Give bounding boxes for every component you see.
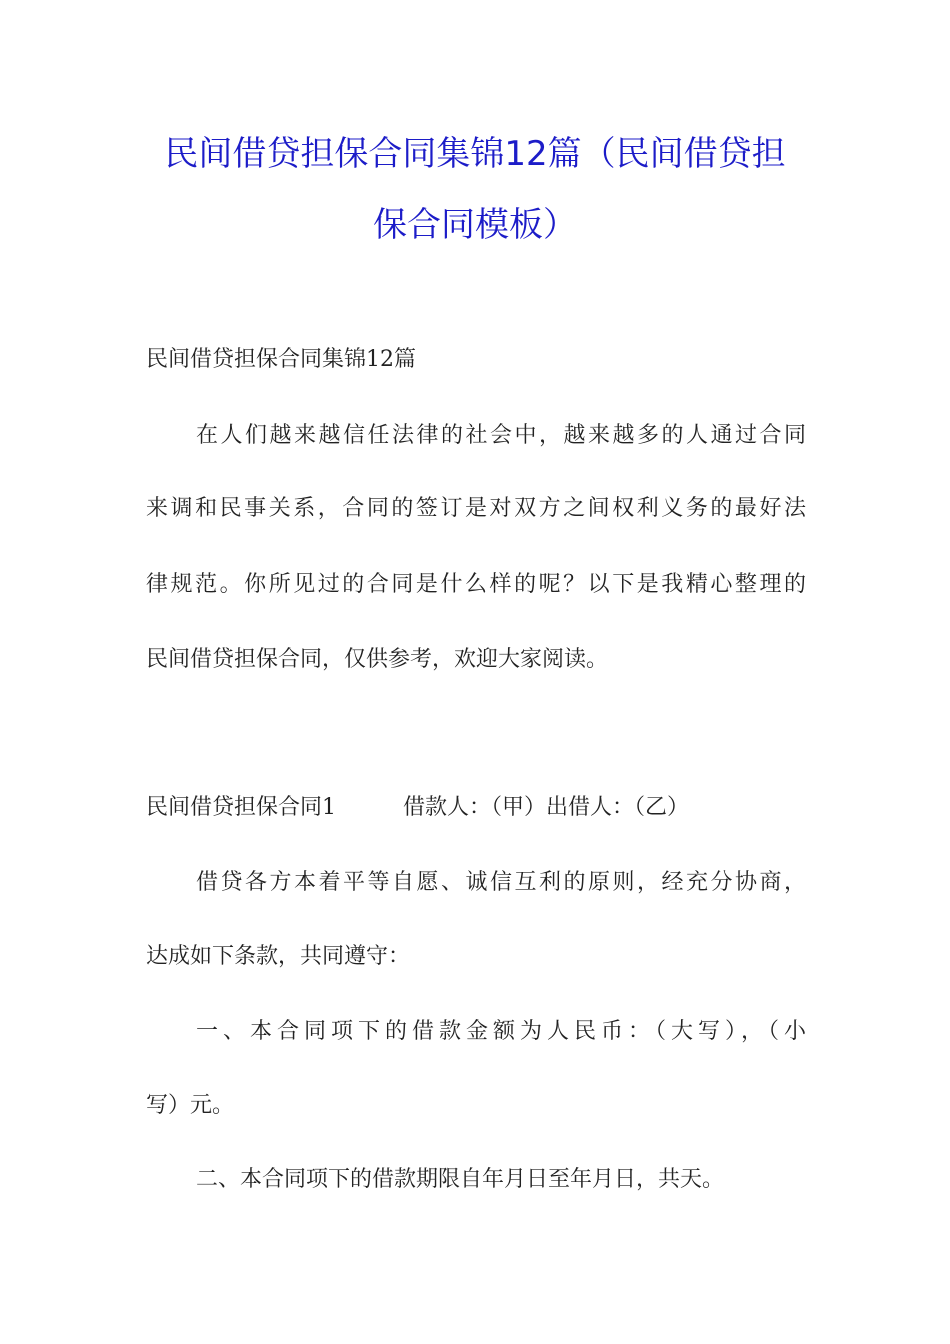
clause-1-line-1: 一、本合同项下的借款金额为人民币：（大写），（小: [196, 1019, 806, 1044]
clause-preamble-line-2: 达成如下条款，共同遵守：: [146, 944, 411, 969]
document-title-line-1: 民间借贷担保合同集锦12篇（民间借贷担: [164, 134, 786, 174]
document-subtitle: 民间借贷担保合同集锦12篇: [146, 347, 416, 372]
contract-1-parties: 借款人：（甲）出借人：（乙）: [403, 795, 690, 820]
clause-1-line-2: 写）元。: [146, 1093, 235, 1118]
clause-2-line-1: 二、本合同项下的借款期限自年月日至年月日，共天。: [196, 1167, 725, 1192]
intro-line-1: 在人们越来越信任法律的社会中，越来越多的人通过合同: [196, 423, 806, 448]
clause-preamble-line-1: 借贷各方本着平等自愿、诚信互利的原则，经充分协商，: [196, 870, 806, 895]
contract-1-heading: 民间借贷担保合同1: [146, 795, 336, 820]
intro-line-2: 来调和民事关系，合同的签订是对双方之间权利义务的最好法: [146, 496, 806, 521]
intro-line-3: 律规范。你所见过的合同是什么样的呢？以下是我精心整理的: [146, 572, 806, 597]
intro-line-4: 民间借贷担保合同，仅供参考，欢迎大家阅读。: [146, 647, 609, 672]
document-title-line-2: 保合同模板）: [373, 205, 577, 245]
